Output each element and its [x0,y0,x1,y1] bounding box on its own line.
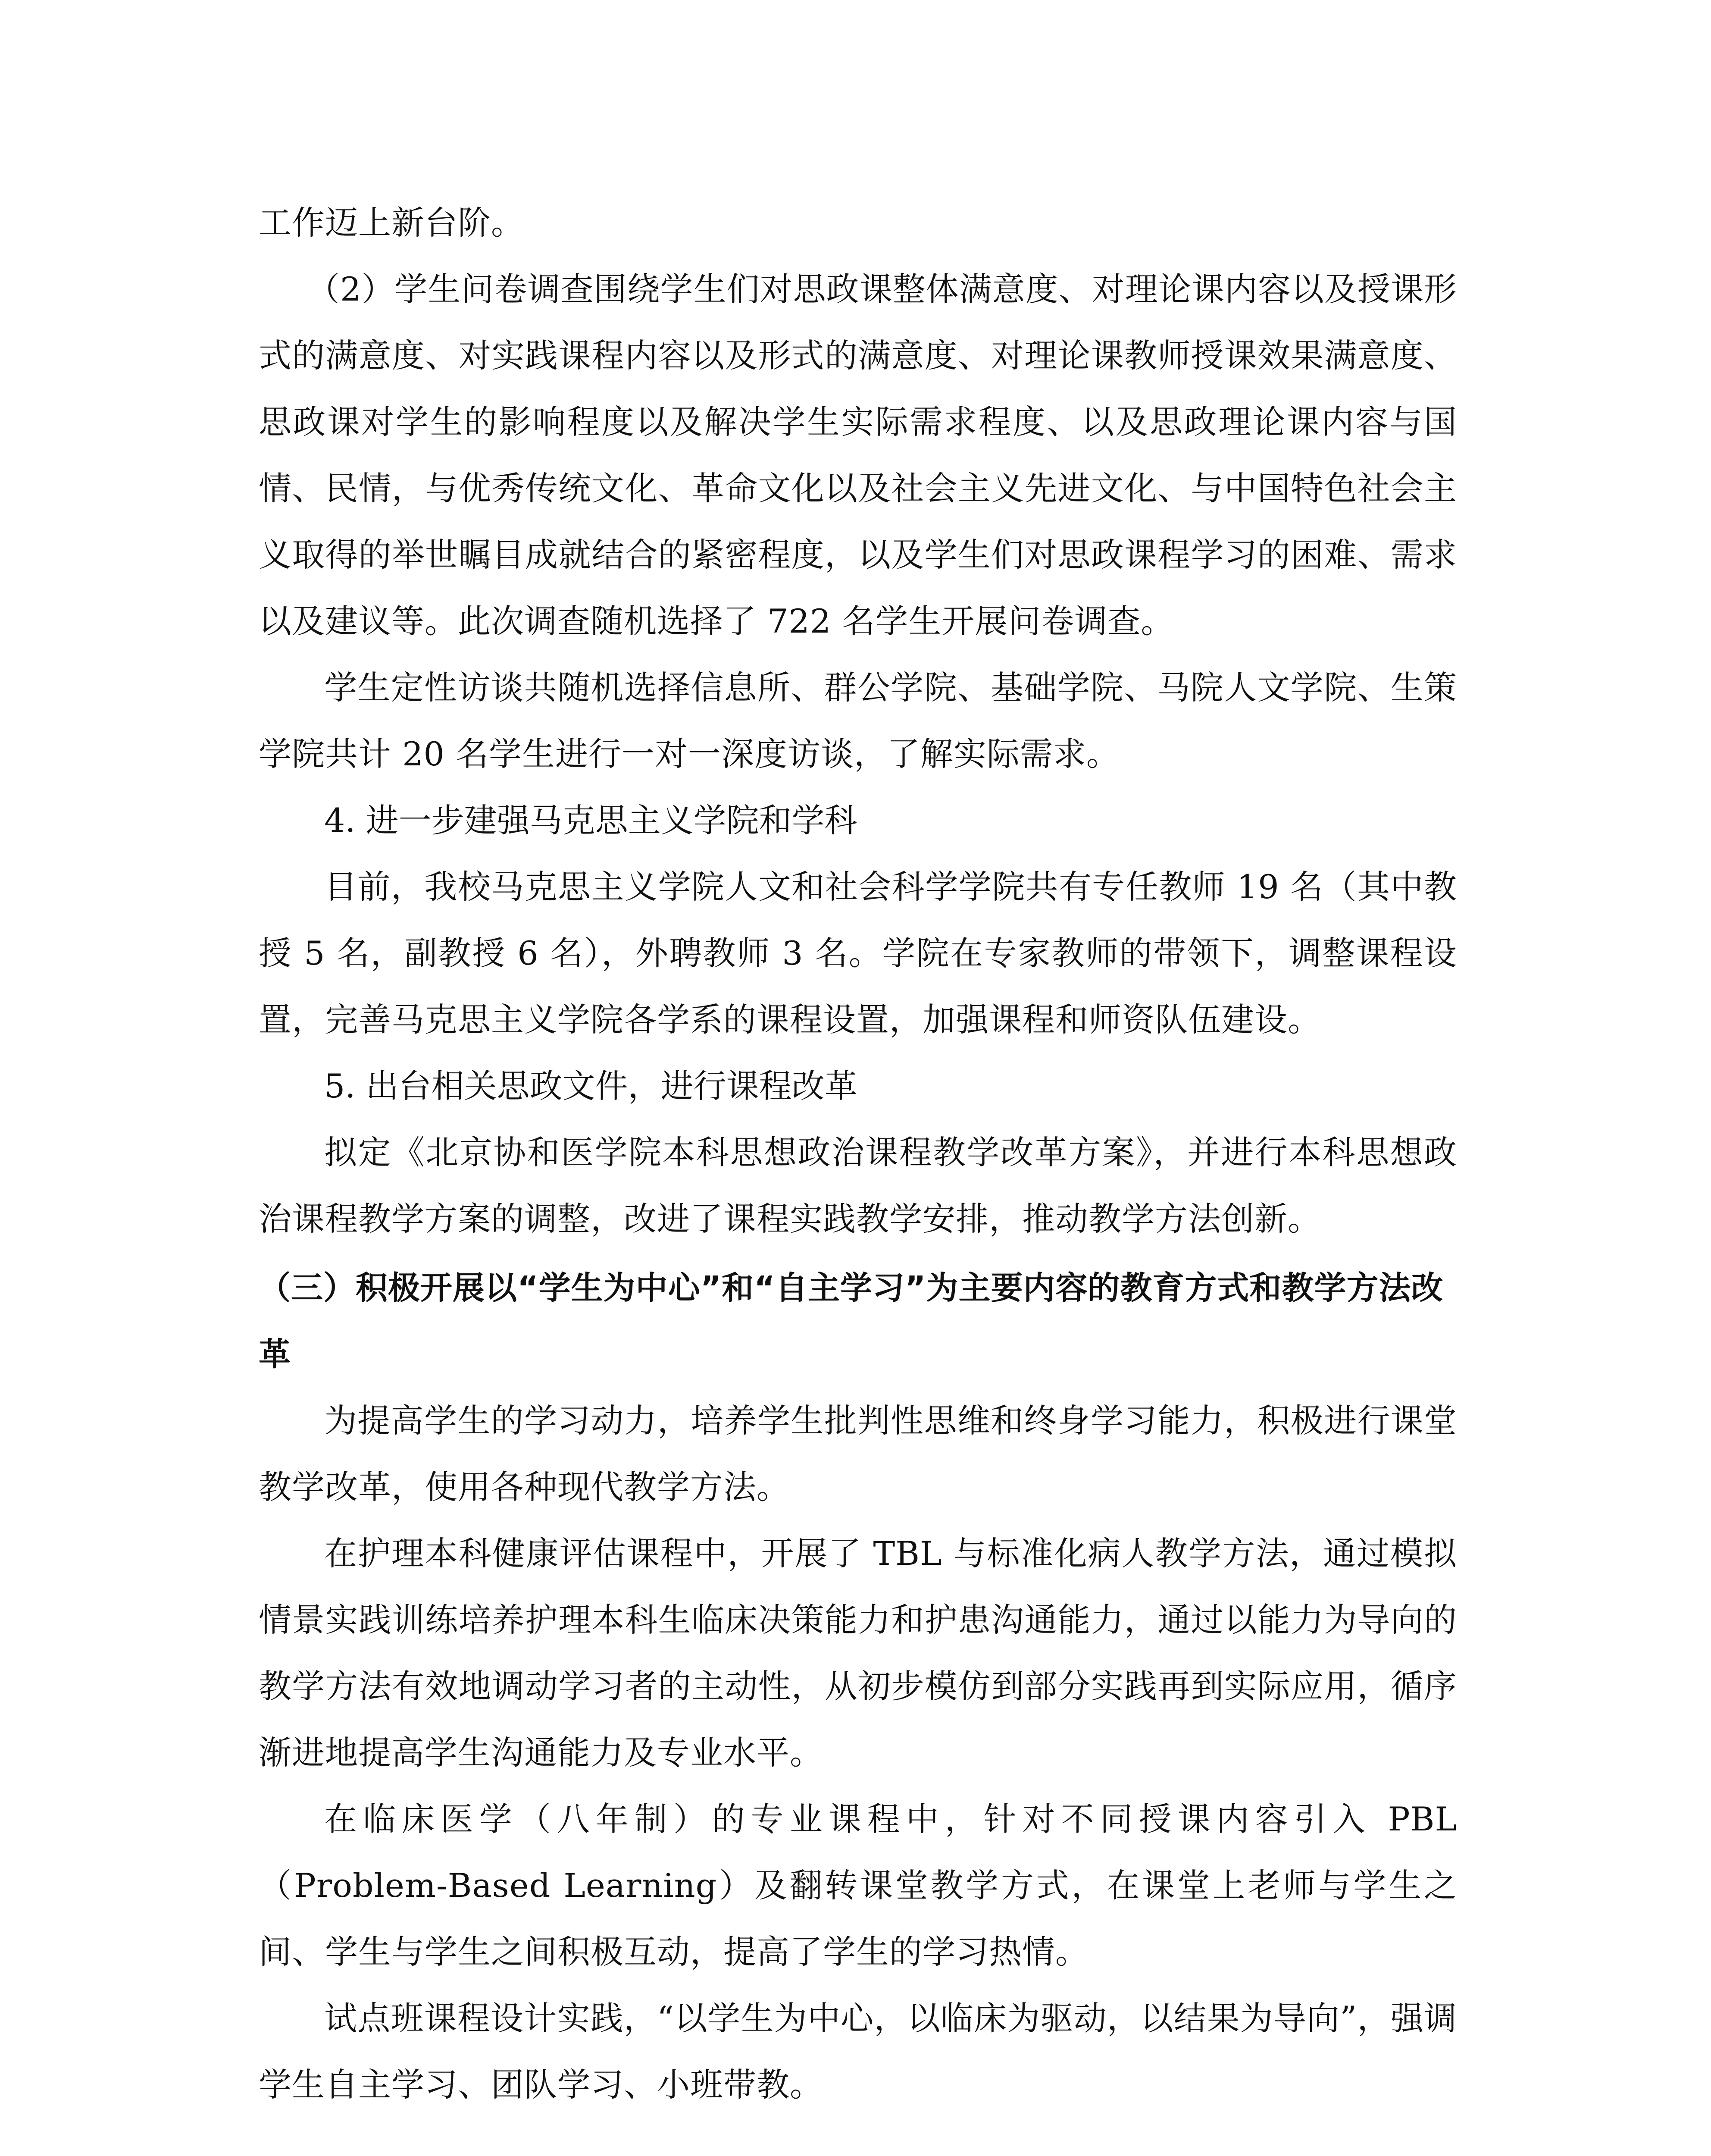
paragraph-nursing-tbl: 在护理本科健康评估课程中，开展了 TBL 与标准化病人教学方法，通过模拟情景实践训练培养护理本科生临床决策能力和护患沟通能力，通过以能力为导向的教学方法有效地调动学习者的主动性，从初步模仿到部分实践再到实际应用，循序渐进地提高学生沟通能力及专业水平。 [259,1534,1457,1772]
paragraph-survey-description: （2）学生问卷调查围绕学生们对思政课整体满意度、对理论课内容以及授课形式的满意度、对实践课程内容以及形式的满意度、对理论课教师授课效果满意度、思政课对学生的影响程度以及解决学生实际需求程度、以及思政理论课内容与国情、民情，与优秀传统文化、革命文化以及社会主义先进文化、与中国特色社会主义取得的举世瞩目成就结合的紧密程度，以及学生们对思政课程学习的困难、需求以及建议等。此次调查随机选择了 722 名学生开展问卷调查。 [259,270,1457,640]
paragraph-interview-description: 学生定性访谈共随机选择信息所、群公学院、基础学院、马院人文学院、生策学院共计 20 名学生进行一对一深度访谈，了解实际需求。 [259,668,1457,773]
paragraph-continuation: 工作迈上新台阶。 [259,204,524,242]
paragraph-reform-plan: 拟定《北京协和医学院本科思想政治课程教学改革方案》，并进行本科思想政治课程教学方案的调整，改进了课程实践教学安排，推动教学方法创新。 [259,1133,1457,1238]
paragraph-clinical-pbl: 在临床医学（八年制）的专业课程中，针对不同授课内容引入 PBL（Problem-Based Learning）及翻转课堂教学方式，在课堂上老师与学生之间、学生与学生之间积极互动，提高了学生的学习热情。 [259,1800,1457,1971]
subheading-marxism-school: 4. 进一步建强马克思主义学院和学科 [324,801,857,840]
paragraph-faculty-info: 目前，我校马克思主义学院人文和社会科学学院共有专任教师 19 名（其中教授 5 名，副教授 6 名），外聘教师 3 名。学院在专家教师的带领下，调整课程设置，完善马克思主义学院各学系的课程设置，加强课程和师资队伍建设。 [259,868,1457,1039]
subheading-policy-documents: 5. 出台相关思政文件，进行课程改革 [324,1067,857,1105]
paragraph-pilot-class: 试点班课程设计实践，“以学生为中心，以临床为驱动，以结果为导向”，强调学生自主学习、团队学习、小班带教。 [259,1999,1457,2104]
section-heading-student-centered: （三）积极开展以“学生为中心”和“自主学习”为主要内容的教育方式和教学方法改革 [259,1269,1444,1373]
paragraph-learning-motivation: 为提高学生的学习动力，培养学生批判性思维和终身学习能力，积极进行课堂教学改革，使用各种现代教学方法。 [259,1401,1457,1506]
page-body [259,190,1457,2118]
